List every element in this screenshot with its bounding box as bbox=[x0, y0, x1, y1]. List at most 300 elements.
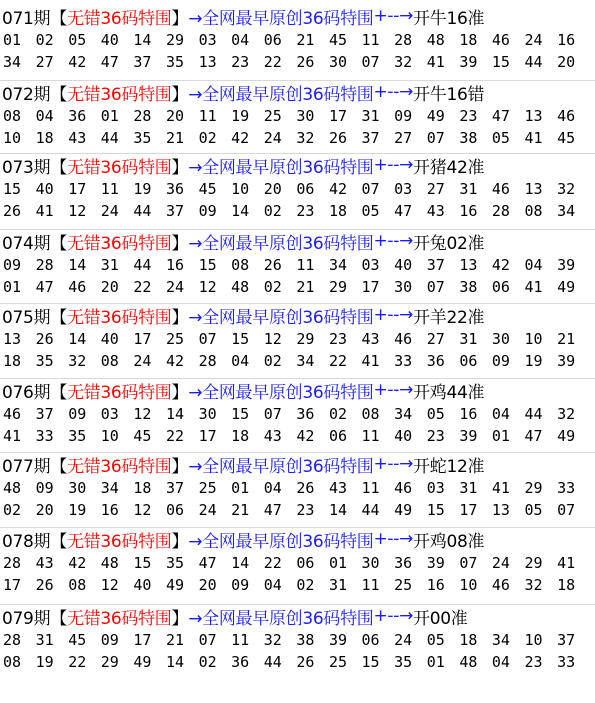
number-cell: 17 bbox=[133, 330, 152, 348]
number-cell: 45 bbox=[198, 180, 217, 198]
number-cell: 22 bbox=[133, 278, 152, 296]
number-cell: 33 bbox=[557, 653, 576, 671]
number-cell: 33 bbox=[394, 352, 413, 370]
number-cell: 01 bbox=[491, 427, 510, 445]
number-cell: 18 bbox=[328, 202, 347, 220]
arrow-connector: +--→ bbox=[373, 6, 414, 26]
period-block bbox=[0, 4, 595, 81]
bracket-right: 】 bbox=[171, 608, 189, 629]
number-cell: 46 bbox=[394, 479, 413, 497]
number-cell: 14 bbox=[68, 330, 87, 348]
period-block bbox=[0, 229, 595, 304]
number-cell: 02 bbox=[328, 405, 347, 423]
number-cell: 12 bbox=[100, 576, 119, 594]
period-header bbox=[2, 153, 484, 177]
number-cell: 42 bbox=[296, 427, 315, 445]
number-cell: 12 bbox=[263, 330, 282, 348]
number-cell: 06 bbox=[165, 501, 185, 519]
number-cell: 44 bbox=[133, 202, 152, 220]
number-row bbox=[3, 630, 590, 650]
bracket-left: 【 bbox=[50, 84, 67, 105]
number-cell: 41 bbox=[3, 427, 22, 445]
forecast-title: 无错36码特围 bbox=[66, 382, 172, 403]
forecast-title: 无错36码特围 bbox=[66, 307, 172, 328]
number-cell: 03 bbox=[361, 256, 380, 274]
period-number: 078期 bbox=[2, 531, 51, 552]
bracket-right: 】 bbox=[171, 531, 189, 552]
number-cell: 48 bbox=[100, 554, 119, 572]
number-cell: 41 bbox=[524, 129, 543, 147]
period-header bbox=[2, 378, 484, 402]
number-cell: 06 bbox=[361, 631, 380, 649]
number-cell: 48 bbox=[231, 278, 250, 296]
number-cell: 09 bbox=[100, 631, 119, 649]
number-cell: 46 bbox=[491, 180, 510, 198]
number-cell: 08 bbox=[3, 653, 22, 671]
period-number: 077期 bbox=[2, 456, 51, 477]
number-cell: 36 bbox=[68, 107, 87, 125]
number-cell: 04 bbox=[263, 479, 282, 497]
period-number: 073期 bbox=[2, 157, 51, 178]
number-row bbox=[3, 52, 590, 72]
number-cell: 40 bbox=[133, 576, 152, 594]
forecast-title: 无错36码特围 bbox=[66, 157, 172, 178]
number-cell: 45 bbox=[557, 129, 576, 147]
forecast-title: 无错36码特围 bbox=[66, 456, 172, 477]
number-cell: 02 bbox=[35, 31, 54, 49]
number-cell: 13 bbox=[524, 107, 543, 125]
number-cell: 15 bbox=[491, 53, 510, 71]
draw-result: 开兔02准 bbox=[413, 233, 485, 254]
number-cell: 48 bbox=[459, 653, 478, 671]
number-cell: 28 bbox=[198, 352, 217, 370]
number-cell: 26 bbox=[328, 129, 347, 147]
number-cell: 48 bbox=[3, 479, 22, 497]
number-cell: 24 bbox=[263, 129, 282, 147]
number-row bbox=[3, 201, 590, 221]
number-cell: 25 bbox=[165, 330, 185, 348]
number-cell: 37 bbox=[557, 631, 576, 649]
number-cell: 13 bbox=[3, 330, 22, 348]
number-cell: 15 bbox=[198, 256, 217, 274]
number-cell: 07 bbox=[198, 631, 217, 649]
number-cell: 42 bbox=[68, 554, 87, 572]
number-cell: 18 bbox=[557, 576, 576, 594]
number-cell: 40 bbox=[100, 31, 119, 49]
number-cell: 23 bbox=[231, 53, 250, 71]
number-cell: 45 bbox=[328, 31, 347, 49]
number-cell: 41 bbox=[35, 202, 54, 220]
number-cell: 35 bbox=[165, 554, 185, 572]
number-cell: 14 bbox=[133, 31, 152, 49]
period-block bbox=[0, 153, 595, 230]
number-cell: 23 bbox=[459, 107, 478, 125]
forecast-claim: →全网最早原创36码特围 bbox=[188, 456, 374, 477]
number-cell: 24 bbox=[165, 278, 185, 296]
number-cell: 24 bbox=[100, 202, 119, 220]
number-cell: 09 bbox=[198, 202, 217, 220]
bracket-right: 】 bbox=[171, 307, 189, 328]
number-cell: 01 bbox=[3, 31, 22, 49]
draw-result: 开鸡44准 bbox=[413, 382, 485, 403]
number-cell: 15 bbox=[361, 653, 380, 671]
number-cell: 27 bbox=[426, 330, 445, 348]
number-cell: 28 bbox=[491, 202, 510, 220]
number-cell: 26 bbox=[296, 653, 315, 671]
number-cell: 35 bbox=[165, 53, 185, 71]
bracket-right: 】 bbox=[171, 157, 189, 178]
number-cell: 09 bbox=[35, 479, 54, 497]
number-cell: 13 bbox=[524, 180, 543, 198]
number-cell: 44 bbox=[133, 256, 152, 274]
draw-result: 开鸡08准 bbox=[413, 531, 485, 552]
number-cell: 32 bbox=[263, 631, 282, 649]
number-cell: 20 bbox=[557, 53, 576, 71]
number-cell: 12 bbox=[133, 405, 152, 423]
number-cell: 17 bbox=[361, 278, 380, 296]
number-cell: 22 bbox=[328, 352, 347, 370]
number-cell: 17 bbox=[3, 576, 22, 594]
number-cell: 42 bbox=[328, 180, 347, 198]
number-cell: 21 bbox=[165, 129, 185, 147]
number-cell: 02 bbox=[3, 501, 22, 519]
number-cell: 47 bbox=[35, 278, 54, 296]
number-cell: 37 bbox=[426, 256, 445, 274]
number-cell: 32 bbox=[557, 180, 576, 198]
period-header bbox=[2, 452, 484, 476]
number-cell: 06 bbox=[296, 554, 315, 572]
number-cell: 14 bbox=[68, 256, 87, 274]
number-cell: 14 bbox=[328, 501, 347, 519]
bracket-right: 】 bbox=[171, 8, 189, 29]
number-cell: 04 bbox=[231, 352, 250, 370]
number-cell: 21 bbox=[165, 631, 185, 649]
number-cell: 43 bbox=[328, 479, 347, 497]
arrow-connector: +--→ bbox=[373, 606, 414, 626]
number-cell: 17 bbox=[68, 180, 87, 198]
number-cell: 16 bbox=[459, 202, 478, 220]
number-row bbox=[3, 179, 590, 199]
number-cell: 05 bbox=[491, 129, 510, 147]
number-cell: 35 bbox=[394, 653, 413, 671]
number-cell: 23 bbox=[524, 653, 543, 671]
bracket-left: 【 bbox=[50, 307, 67, 328]
number-cell: 33 bbox=[35, 427, 54, 445]
number-cell: 10 bbox=[524, 631, 543, 649]
number-cell: 16 bbox=[557, 31, 576, 49]
number-cell: 24 bbox=[198, 501, 217, 519]
number-cell: 46 bbox=[394, 330, 413, 348]
number-cell: 07 bbox=[459, 554, 478, 572]
number-cell: 11 bbox=[361, 31, 380, 49]
number-cell: 12 bbox=[133, 501, 152, 519]
number-cell: 34 bbox=[491, 631, 510, 649]
period-number: 074期 bbox=[2, 233, 51, 254]
arrow-connector: +--→ bbox=[373, 305, 414, 325]
number-cell: 39 bbox=[557, 256, 576, 274]
number-cell: 10 bbox=[524, 330, 543, 348]
number-cell: 18 bbox=[231, 427, 250, 445]
number-cell: 31 bbox=[459, 180, 478, 198]
number-cell: 08 bbox=[361, 405, 380, 423]
number-cell: 41 bbox=[361, 352, 380, 370]
forecast-title: 无错36码特围 bbox=[66, 233, 172, 254]
number-cell: 22 bbox=[68, 653, 87, 671]
bracket-left: 【 bbox=[50, 608, 67, 629]
number-cell: 26 bbox=[35, 576, 54, 594]
number-cell: 21 bbox=[296, 278, 315, 296]
number-cell: 07 bbox=[361, 180, 380, 198]
number-cell: 18 bbox=[133, 479, 152, 497]
period-number: 071期 bbox=[2, 8, 51, 29]
number-cell: 15 bbox=[231, 330, 250, 348]
number-cell: 12 bbox=[198, 278, 217, 296]
number-cell: 43 bbox=[263, 427, 282, 445]
number-cell: 36 bbox=[296, 405, 315, 423]
number-cell: 30 bbox=[361, 554, 380, 572]
number-cell: 20 bbox=[165, 107, 185, 125]
number-cell: 11 bbox=[361, 576, 380, 594]
number-cell: 01 bbox=[3, 278, 22, 296]
number-cell: 04 bbox=[231, 31, 250, 49]
number-cell: 05 bbox=[426, 405, 445, 423]
number-cell: 39 bbox=[557, 352, 576, 370]
number-cell: 20 bbox=[263, 180, 282, 198]
number-cell: 34 bbox=[557, 202, 576, 220]
number-cell: 06 bbox=[296, 180, 315, 198]
draw-result: 开牛16错 bbox=[413, 84, 485, 105]
period-block bbox=[0, 303, 595, 379]
number-cell: 26 bbox=[263, 256, 282, 274]
number-cell: 17 bbox=[133, 631, 152, 649]
number-cell: 21 bbox=[296, 31, 315, 49]
bracket-left: 【 bbox=[50, 233, 67, 254]
number-cell: 46 bbox=[491, 576, 510, 594]
number-cell: 11 bbox=[361, 479, 380, 497]
number-cell: 05 bbox=[524, 501, 543, 519]
number-cell: 01 bbox=[100, 107, 119, 125]
bracket-right: 】 bbox=[171, 382, 189, 403]
number-cell: 47 bbox=[263, 501, 282, 519]
number-cell: 24 bbox=[394, 631, 413, 649]
number-cell: 10 bbox=[100, 427, 119, 445]
number-cell: 07 bbox=[198, 330, 217, 348]
number-cell: 11 bbox=[100, 180, 119, 198]
number-cell: 26 bbox=[3, 202, 22, 220]
number-cell: 39 bbox=[459, 427, 478, 445]
number-cell: 36 bbox=[394, 554, 413, 572]
number-cell: 33 bbox=[557, 479, 576, 497]
number-cell: 10 bbox=[459, 576, 478, 594]
number-cell: 25 bbox=[263, 107, 282, 125]
number-cell: 47 bbox=[100, 53, 119, 71]
bracket-left: 【 bbox=[50, 531, 67, 552]
number-cell: 07 bbox=[361, 53, 380, 71]
draw-result: 开猪42准 bbox=[413, 157, 485, 178]
number-cell: 24 bbox=[524, 31, 543, 49]
number-cell: 18 bbox=[3, 352, 22, 370]
number-cell: 29 bbox=[524, 554, 543, 572]
number-cell: 09 bbox=[68, 405, 87, 423]
number-cell: 14 bbox=[231, 202, 250, 220]
number-cell: 22 bbox=[263, 554, 282, 572]
period-number: 079期 bbox=[2, 608, 51, 629]
number-cell: 19 bbox=[35, 653, 54, 671]
number-cell: 27 bbox=[35, 53, 54, 71]
number-cell: 48 bbox=[426, 31, 445, 49]
number-cell: 43 bbox=[361, 330, 380, 348]
number-cell: 37 bbox=[165, 479, 185, 497]
draw-result: 开蛇12准 bbox=[413, 456, 485, 477]
number-cell: 42 bbox=[68, 53, 87, 71]
number-cell: 20 bbox=[198, 576, 217, 594]
number-cell: 28 bbox=[35, 256, 54, 274]
number-cell: 35 bbox=[68, 427, 87, 445]
number-cell: 46 bbox=[68, 278, 87, 296]
number-cell: 31 bbox=[328, 576, 347, 594]
number-cell: 08 bbox=[100, 352, 119, 370]
number-cell: 34 bbox=[296, 352, 315, 370]
number-cell: 40 bbox=[394, 256, 413, 274]
number-cell: 03 bbox=[198, 31, 217, 49]
number-cell: 40 bbox=[35, 180, 54, 198]
number-cell: 49 bbox=[426, 107, 445, 125]
number-cell: 17 bbox=[459, 501, 478, 519]
number-cell: 22 bbox=[263, 53, 282, 71]
number-cell: 07 bbox=[426, 278, 445, 296]
number-cell: 02 bbox=[263, 352, 282, 370]
arrow-connector: +--→ bbox=[373, 380, 414, 400]
number-cell: 43 bbox=[426, 202, 445, 220]
number-cell: 44 bbox=[263, 653, 282, 671]
number-cell: 35 bbox=[133, 129, 152, 147]
number-cell: 15 bbox=[133, 554, 152, 572]
forecast-title: 无错36码特围 bbox=[66, 8, 172, 29]
number-cell: 39 bbox=[459, 53, 478, 71]
number-cell: 49 bbox=[557, 278, 576, 296]
number-cell: 43 bbox=[35, 554, 54, 572]
number-cell: 44 bbox=[524, 405, 543, 423]
number-cell: 14 bbox=[165, 653, 185, 671]
number-cell: 05 bbox=[68, 31, 87, 49]
number-cell: 24 bbox=[133, 352, 152, 370]
number-cell: 13 bbox=[491, 501, 510, 519]
number-cell: 11 bbox=[361, 427, 380, 445]
number-cell: 45 bbox=[68, 631, 87, 649]
number-cell: 06 bbox=[263, 31, 282, 49]
number-cell: 08 bbox=[68, 576, 87, 594]
number-cell: 23 bbox=[328, 330, 347, 348]
number-cell: 47 bbox=[394, 202, 413, 220]
forecast-title: 无错36码特围 bbox=[66, 608, 172, 629]
number-cell: 04 bbox=[491, 405, 510, 423]
number-cell: 08 bbox=[231, 256, 250, 274]
number-row bbox=[3, 128, 590, 148]
number-cell: 41 bbox=[491, 479, 510, 497]
number-cell: 34 bbox=[100, 479, 119, 497]
number-cell: 41 bbox=[557, 554, 576, 572]
number-cell: 32 bbox=[557, 405, 576, 423]
number-cell: 24 bbox=[491, 554, 510, 572]
number-cell: 09 bbox=[3, 256, 22, 274]
bracket-left: 【 bbox=[50, 8, 67, 29]
number-cell: 28 bbox=[133, 107, 152, 125]
number-cell: 38 bbox=[459, 278, 478, 296]
number-cell: 21 bbox=[231, 501, 250, 519]
number-cell: 11 bbox=[231, 631, 250, 649]
arrow-connector: +--→ bbox=[373, 454, 414, 474]
number-cell: 10 bbox=[231, 180, 250, 198]
number-cell: 40 bbox=[394, 427, 413, 445]
number-cell: 34 bbox=[394, 405, 413, 423]
number-cell: 01 bbox=[426, 653, 445, 671]
number-cell: 49 bbox=[394, 501, 413, 519]
number-cell: 27 bbox=[426, 180, 445, 198]
number-cell: 02 bbox=[198, 653, 217, 671]
number-cell: 04 bbox=[524, 256, 543, 274]
number-cell: 31 bbox=[459, 479, 478, 497]
forecast-claim: →全网最早原创36码特围 bbox=[188, 531, 374, 552]
forecast-claim: →全网最早原创36码特围 bbox=[188, 608, 374, 629]
number-cell: 36 bbox=[426, 352, 445, 370]
number-cell: 13 bbox=[459, 256, 478, 274]
number-cell: 04 bbox=[263, 576, 282, 594]
number-cell: 47 bbox=[524, 427, 543, 445]
number-cell: 14 bbox=[165, 405, 185, 423]
number-cell: 09 bbox=[231, 576, 250, 594]
draw-result: 开羊22准 bbox=[413, 307, 485, 328]
number-cell: 23 bbox=[296, 501, 315, 519]
number-cell: 41 bbox=[426, 53, 445, 71]
number-cell: 30 bbox=[198, 405, 217, 423]
bracket-left: 【 bbox=[50, 382, 67, 403]
number-cell: 15 bbox=[426, 501, 445, 519]
number-cell: 07 bbox=[557, 501, 576, 519]
number-cell: 08 bbox=[524, 202, 543, 220]
number-cell: 22 bbox=[165, 427, 185, 445]
number-row bbox=[3, 575, 590, 595]
forecast-claim: →全网最早原创36码特围 bbox=[188, 8, 374, 29]
bracket-right: 】 bbox=[171, 456, 189, 477]
number-cell: 11 bbox=[296, 256, 315, 274]
number-row bbox=[3, 652, 590, 672]
number-cell: 15 bbox=[231, 405, 250, 423]
forecast-claim: →全网最早原创36码特围 bbox=[188, 84, 374, 105]
number-cell: 42 bbox=[231, 129, 250, 147]
number-cell: 02 bbox=[263, 202, 282, 220]
number-cell: 16 bbox=[100, 501, 119, 519]
number-cell: 31 bbox=[459, 330, 478, 348]
forecast-title: 无错36码特围 bbox=[66, 84, 172, 105]
arrow-connector: +--→ bbox=[373, 155, 414, 175]
period-block bbox=[0, 527, 595, 605]
number-cell: 40 bbox=[100, 330, 119, 348]
number-cell: 36 bbox=[231, 653, 250, 671]
number-cell: 29 bbox=[100, 653, 119, 671]
forecast-claim: →全网最早原创36码特围 bbox=[188, 382, 374, 403]
number-cell: 07 bbox=[426, 129, 445, 147]
number-cell: 11 bbox=[198, 107, 217, 125]
number-cell: 06 bbox=[491, 278, 510, 296]
number-cell: 01 bbox=[231, 479, 250, 497]
number-cell: 25 bbox=[328, 653, 347, 671]
number-cell: 18 bbox=[459, 631, 478, 649]
number-cell: 23 bbox=[296, 202, 315, 220]
bracket-left: 【 bbox=[50, 456, 67, 477]
number-cell: 26 bbox=[296, 53, 315, 71]
number-row bbox=[3, 404, 590, 424]
period-header bbox=[2, 4, 484, 28]
